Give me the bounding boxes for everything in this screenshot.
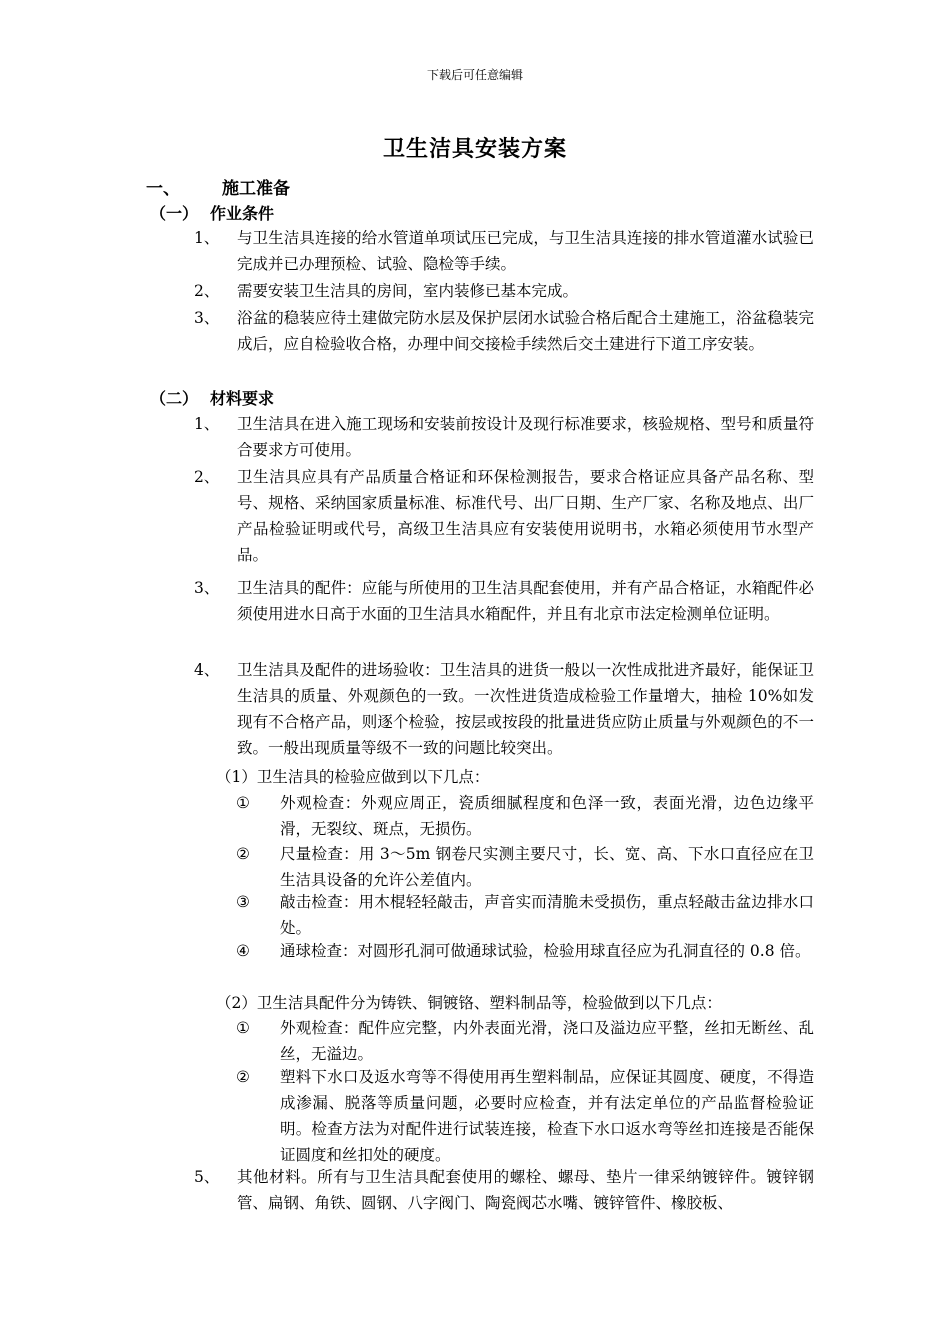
check-item [236, 790, 814, 842]
subsection-number: （二） [150, 389, 199, 408]
check-number: ② [236, 1068, 250, 1086]
subpoint-heading: （1）卫生洁具的检验应做到以下几点： [216, 768, 490, 786]
check-item [236, 841, 814, 893]
item-number: 3、 [194, 579, 220, 597]
list-item [194, 1164, 814, 1216]
subsection-label: 材料要求 [210, 389, 275, 408]
document-title: 卫生洁具安装方案 [382, 136, 567, 162]
check-number: ③ [236, 893, 250, 911]
check-text: 外观检查：外观应周正，瓷质细腻程度和色泽一致，表面光滑，边色边缘平滑，无裂纹、斑点，无损伤。 [280, 794, 814, 838]
check-item [236, 1015, 814, 1067]
check-text: 塑料下水口及返水弯等不得使用再生塑料制品，应保证其圆度、硬度，不得造成渗漏、脱落等质量问题，必要时应检查，并有法定单位的产品监督检验证明。检查方法为对配件进行试装连接，检查下水口返水弯等丝扣连接是否能保证圆度和丝扣处的硬度。 [280, 1068, 814, 1164]
list-item [194, 575, 814, 627]
list-item [194, 657, 814, 761]
item-text: 卫生洁具在进入施工现场和安装前按设计及现行标准要求，核验规格、型号和质量符合要求方可使用。 [237, 415, 814, 459]
item-number: 4、 [194, 661, 220, 679]
item-number: 2、 [194, 282, 220, 300]
section-heading [146, 174, 290, 199]
check-number: ① [236, 794, 250, 812]
item-number: 1、 [194, 415, 220, 433]
check-item [236, 889, 814, 941]
item-text: 浴盆的稳装应待土建做完防水层及保护层闭水试验合格后配合土建施工，浴盆稳装完成后，应自检验收合格，办理中间交接检手续然后交土建进行下道工序安装。 [237, 309, 814, 353]
subsection-heading [150, 386, 274, 409]
item-text: 与卫生洁具连接的给水管道单项试压已完成，与卫生洁具连接的排水管道灌水试验已完成并已办理预检、试验、隐检等手续。 [237, 229, 814, 273]
item-text: 卫生洁具的配件：应能与所使用的卫生洁具配套使用，并有产品合格证，水箱配件必须使用进水日高于水面的卫生洁具水箱配件，并且有北京市法定检测单位证明。 [237, 579, 814, 623]
check-item [236, 938, 814, 964]
check-text: 尺量检查：用 3～5m 钢卷尺实测主要尺寸，长、宽、高、下水口直径应在卫生洁具设备的允许公差值内。 [280, 845, 814, 889]
list-item [194, 464, 814, 568]
check-item [236, 1064, 814, 1168]
item-number: 5、 [194, 1168, 220, 1186]
check-text: 敲击检查：用木棍轻轻敲击，声音实而清脆未受损伤，重点轻敲击盆边排水口处。 [280, 893, 814, 937]
header-note: 下载后可任意编辑 [426, 68, 523, 82]
item-text: 卫生洁具及配件的进场验收：卫生洁具的进货一般以一次性成批进齐最好，能保证卫生洁具的质量、外观颜色的一致。一次性进货造成检验工作量增大，抽检 10%如发现有不合格产品，则逐个检验，按层或按段的批量进货应防止质量与外观颜色的不一致。一般出现质量等级不一致的问题比较突出。 [237, 661, 814, 757]
list-item [194, 411, 814, 463]
subsection-number: （一） [150, 204, 199, 223]
list-item [194, 278, 814, 304]
subsection-heading [150, 201, 274, 224]
item-number: 1、 [194, 229, 220, 247]
section-label: 施工准备 [222, 179, 290, 199]
subsection-label: 作业条件 [210, 204, 275, 223]
item-text: 其他材料。所有与卫生洁具配套使用的螺栓、螺母、垫片一律采纳镀锌件。镀锌钢管、扁钢、角铁、圆钢、八字阀门、陶瓷阀芯水嘴、镀锌管件、橡胶板、 [237, 1168, 814, 1212]
item-text: 需要安装卫生洁具的房间，室内装修已基本完成。 [237, 282, 579, 300]
list-item [194, 225, 814, 277]
check-text: 外观检查：配件应完整，内外表面光滑，浇口及溢边应平整，丝扣无断丝、乱丝，无溢边。 [280, 1019, 814, 1063]
check-text: 通球检查：对圆形孔洞可做通球试验，检验用球直径应为孔洞直径的 0.8 倍。 [280, 942, 811, 960]
list-item [194, 305, 814, 357]
item-text: 卫生洁具应具有产品质量合格证和环保检测报告，要求合格证应具备产品名称、型号、规格、采纳国家质量标准、标准代号、出厂日期、生产厂家、名称及地点、出厂产品检验证明或代号，高级卫生洁具应有安装使用说明书，水箱必须使用节水型产品。 [237, 468, 814, 564]
item-number: 3、 [194, 309, 220, 327]
check-number: ① [236, 1019, 250, 1037]
section-number: 一、 [146, 179, 180, 199]
item-number: 2、 [194, 468, 220, 486]
check-number: ④ [236, 942, 250, 960]
check-number: ② [236, 845, 250, 863]
subpoint-heading: （2）卫生洁具配件分为铸铁、铜镀铬、塑料制品等，检验做到以下几点： [216, 994, 722, 1012]
